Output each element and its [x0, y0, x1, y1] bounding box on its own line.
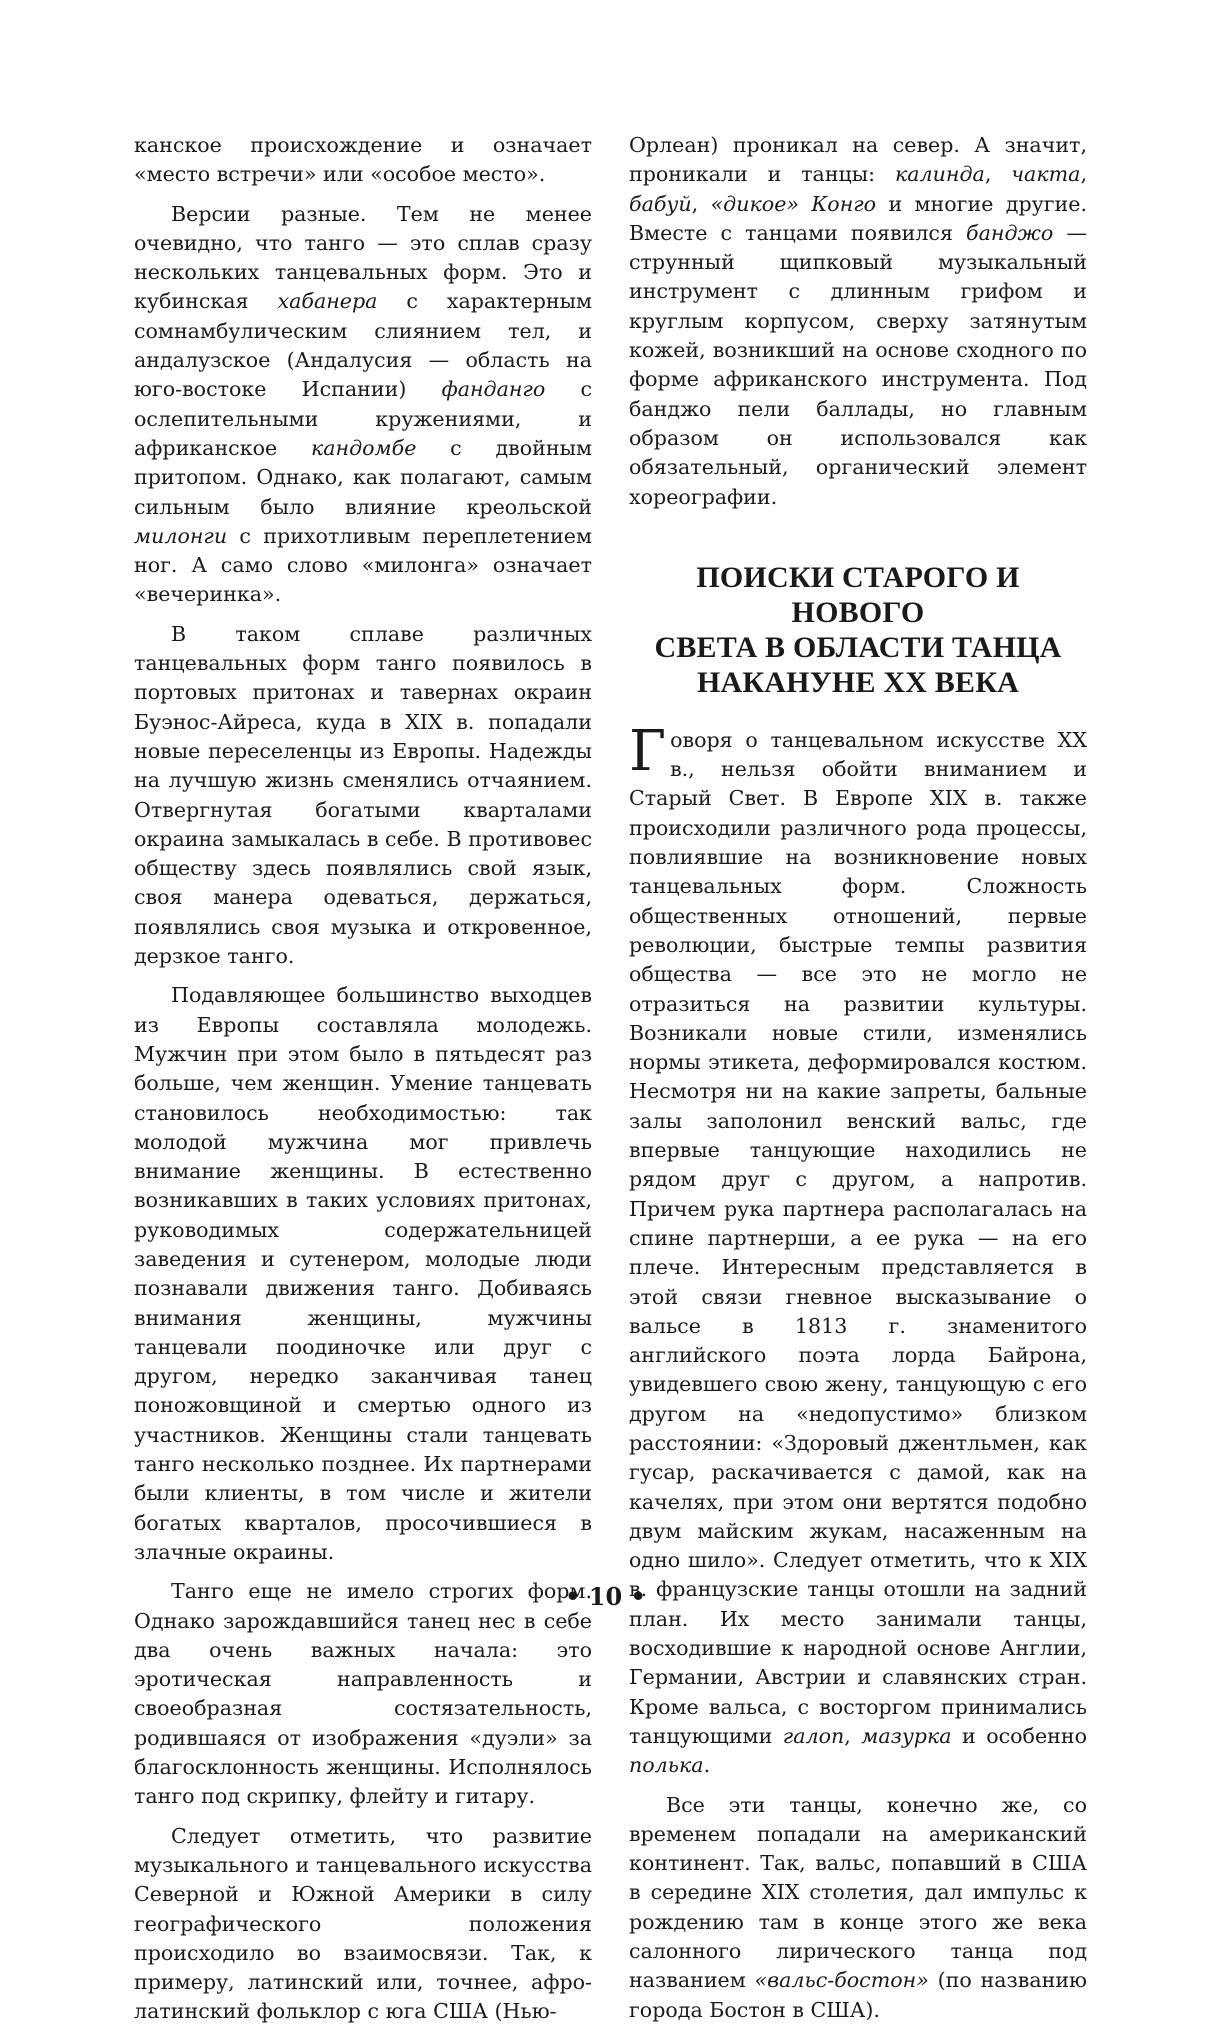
right-column [629, 131, 1087, 2035]
page-number: • 10 • [565, 1582, 646, 1611]
paragraph: Следует отметить, что развитие музыкального и танцевального искусства Северной и Южной Америки в силу географического положения происходило во взаимосвязи. Так, к примеру, латинский или, точнее, афро-латинский фольклор с юга США (Нью- [134, 1823, 592, 2024]
paragraph: В таком сплаве различных танцевальных форм танго появилось в портовых притонах и тавернах окраин Буэнос-Айреса, куда в XIX в. попадали новые переселенцы из Европы. Надежды на лучшую жизнь сменялись отчаянием. Отвергнутая богатыми кварталами окраина замыкалась в себе. В противовес обществу здесь появлялись свой язык, своя манера одеваться, держаться, появлялись своя музыка и откровенное, дерзкое танго. [134, 621, 592, 969]
section-heading: ПОИСКИ СТАРОГО И НОВОГО СВЕТА В ОБЛАСТИ ТАНЦА НАКАНУНЕ XX ВЕКА [654, 560, 1062, 699]
paragraph: Версии разные. Тем не менее очевидно, что танго — это сплав сразу нескольких танцевальных форм. Это и кубинская хабанера с характерным сомнамбулическим слиянием тел, и андалузское (Андалусия — область на юго-востоке Испании) фанданго с ослепительными кружениями, и африканское кандомбе с двойным притопом. Однако, как полагают, самым сильным было влияние креольской милонги с прихотливым переплетением ног. А само слово «милонга» означает «вечеринка». [134, 201, 593, 607]
paragraph-drop-cap: Говоря о танцевальном искусстве XX в., нельзя обойти вниманием и Старый Свет. В Европе XIX в. также происходили различного рода процессы, повлиявшие на возникновение новых танцевальных форм. Сложность общественных отношений, первые революции, быстрые темпы развития общества — все это не могло не отразиться на развитии культуры. Возникали новые стили, изменялись нормы этикета, деформировался костюм. Несмотря ни на какие запреты, бальные залы заполонил венский вальс, где впервые танцующие находились не рядом друг с другом, а напротив. Причем рука партнера располагалась на спине партнерши, а ее рука — на его плече. Интересным представляется в этой связи гневное высказывание о вальсе в 1813 г. знаменитого английского поэта лорда Байрона, увидевшего свою жену, танцующую с его другом на «недопустимо» близком расстоянии: «Здоровый джентльмен, как гусар, раскачивается с дамой, как на качелях, при этом они вертятся подобно двум майским жукам, насаженным на одно шило». Следует отметить, что к XIX в. французские танцы отошли на задний план. Их место занимали танцы, восходившие к народной основе Англии, Германии, Австрии и славянских стран. Кроме вальса, с восторгом принимались танцующими галоп, мазурка и особенно полька. [629, 718, 1087, 1778]
paragraph: Танго еще не имело строгих форм. Однако зарождавшийся танец нес в себе два очень важных начала: это эротическая направленность и своеобразная состязательность, родившаяся от изображения «дуэли» за благосклонность женщины. Исполнялось танго под скрипку, флейту и гитару. [134, 1579, 592, 1809]
paragraph: Орлеан) проникал на север. А значит, проникали и танцы: калинда, чакта, бабуй, «дикое» Конго и многие другие. Вместе с танцами появился банджо — струнный щипковый музыкальный инструмент с длинным грифом и круглым корпусом, сверху затянутым кожей, возникший на основе сходного по форме африканского инструмента. Под банджо пели баллады, но главным образом он использовался как обязательный, органический элемент хореографии. [629, 133, 1087, 509]
paragraph: Подавляющее большинство выходцев из Европы составляла молодежь. Мужчин при этом было в пятьдесят раз больше, чем женщин. Умение танцевать становилось необходимостью: так молодой мужчина мог привлечь внимание женщины. В естественно возникавших в таких условиях притонах, руководимых содержательницей заведения и сутенером, молодые люди познавали движения танго. Добиваясь внимания женщины, мужчины танцевали поодиночке или друг с другом, нередко заканчивая танец поножовщиной и смертью одного из участников. Женщины стали танцевать танго несколько позднее. Их партнерами были клиенты, в том числе и жители богатых кварталов, просочившиеся в злачные окраины. [134, 983, 592, 1564]
left-column [134, 131, 592, 2037]
paragraph: Все эти танцы, конечно же, со временем попадали на американский континент. Так, вальс, попавший в США в середине XIX столетия, дал импульс к рождению там в конце этого же века салонного лирического танца под названием «вальс-бостон» (по названию города Бостон в США). [629, 1792, 1087, 2022]
paragraph: канское происхождение и означает «место встречи» или «особое место». [134, 133, 592, 187]
